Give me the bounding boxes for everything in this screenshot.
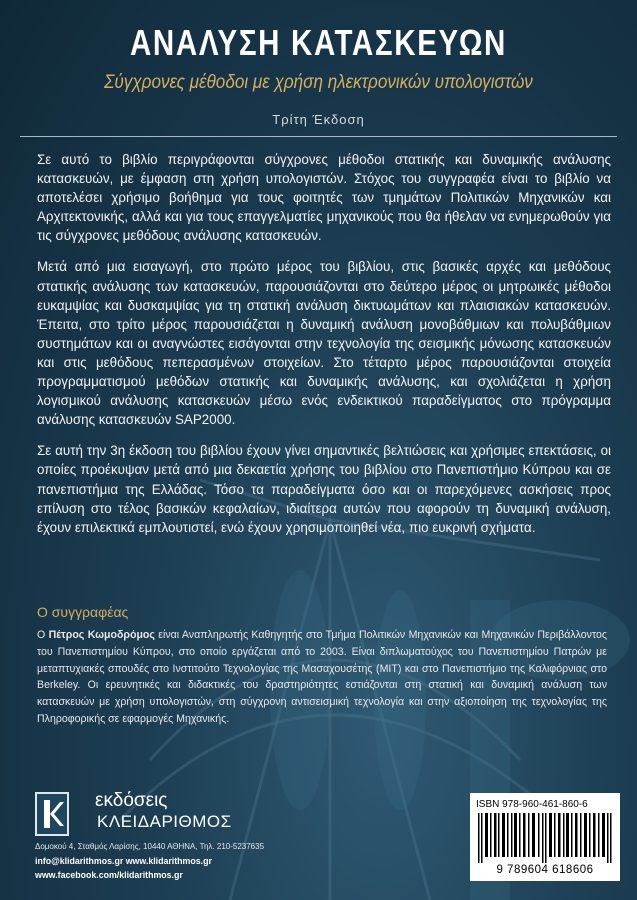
author-bio (37, 627, 607, 728)
publisher-logo-icon (35, 792, 69, 836)
publisher-block (35, 790, 275, 890)
isbn-barcode-block (470, 793, 620, 881)
description-paragraph: Σε αυτή την 3η έκδοση του βιβλίου έχουν γίνει σημαντικές βελτιώσεις και χρήσιμες επεκτάσεις, οι οποίες προέκυψαν μετά από μια δεκαετία χρήσης του βιβλίου στο Πανεπιστήμιο Κύπρου και σε πανεπιστήμια της Ελλάδας. Τόσο τα παραδείγματα όσο και οι παρεχόμενες ασκήσεις προς επίλυση στο τέλος βασικών κεφαλαίων, ιδιαίτερα αυτών που αφορούν τη δυναμική ανάλυση, έχουν επιλεκτικά εμπλουτιστεί, ενώ έχουν χρησιμοποιηθεί νέα, πιο ευκρινή σχήματα. (37, 443, 611, 535)
publisher-name-line2: ΚΛΕΙΔΑΡΙΘΜΟΣ (97, 812, 232, 831)
book-title: ΑΝΑΛΥΣΗ ΚΑΤΑΣΚΕΥΩΝ (129, 22, 508, 63)
description-paragraph: Μετά από μια εισαγωγή, στο πρώτο μέρος του βιβλίου, στις βασικές αρχές και μεθόδους στατικής ανάλυσης των κατασκευών, παρουσιάζονται στο δεύτερο μέρος οι μητρωικές μέθοδοι ευκαμψίας και δυσκαμψίας για τη στατική ανάλυση δικτυωμάτων και πλαισιακών κατασκευών. Έπειτα, στο τρίτο μέρος παρουσιάζεται η δυναμική ανάλυση μονοβάθμιων και πολυβάθμιων συστημάτων και οι αναγνώστες εισάγονται στην τεχνολογία της σεισμικής μόνωσης κατασκευών και στις μεθόδους πεπερασμένων στοιχείων. Στο τέταρτο μέρος παρουσιάζονται στοιχεία προγραμματισμού μεθόδων στατικής και δυναμικής ανάλυσης, και σχολιάζεται η χρήση λογισμικού ανάλυσης κατασκευών μέσω ενός ενδεικτικού παραδείγματος στο πρόγραμμα ανάλυσης κατασκευών SAP2000. (37, 259, 611, 428)
description-paragraph: Σε αυτό το βιβλίο περιγράφονται σύγχρονες μέθοδοι στατικής και δυναμικής ανάλυσης κατασκευών, με έμφαση στη χρήση υπολογιστών. Στόχος του συγγραφέα είναι το βιβλίο να αποτελέσει χρήσιμο βοήθημα για τους φοιτητές των τμημάτων Πολιτικών Μηχανικών και Αρχιτεκτονικής, αλλά και για τους επαγγελματίες μηχανικούς που θα ήθελαν να ενημερωθούν για τις σύγχρονες μεθόδους ανάλυσης κατασκευών. (37, 152, 611, 244)
header-divider (20, 136, 617, 137)
barcode-icon (476, 813, 614, 863)
publisher-name-line1: εκδόσεις (95, 790, 168, 811)
publisher-address: Δομοκού 4, Σταθμός Λαρίσης, 10440 ΑΘΗΝΑ, Τηλ. 210-5237635 (35, 842, 265, 851)
book-subtitle: Σύγχρονες μέθοδοι με χρήση ηλεκτρονικών υπολογιστών (104, 72, 533, 93)
key-logo-icon (37, 794, 67, 834)
edition-label: Τρίτη Έκδοση (272, 112, 365, 127)
isbn-barcode-digits: 9 789604 618606 (496, 864, 594, 876)
publisher-facebook: www.facebook.com/klidarithmos.gr (35, 870, 183, 880)
author-bio-text: είναι Αναπληρωτής Καθηγητής στο Τμήμα Πολιτικών Μηχανικών και Μηχανικών Περιβάλλοντος του Πανεπιστημίου Κύπρου, στο οποίο εργάζεται από το 2003. Είναι διπλωματούχος του Πανεπιστημίου Πατρών με μεταπτυχιακές σπουδές στο Ινστιτούτο Τεχνολογίας της Μασαχουσέτης (MIT) και στο Πανεπιστήμιο της Καλιφόρνιας στο Berkeley. Οι ερευνητικές και διδακτικές του δραστηριότητες εστιάζονται στη στατική και δυναμική ανάλυση των κατασκευών με χρήση υπολογιστών, στη σύγχρονη αντισεισμική τεχνολογία και στην αξιοποίηση της τεχνολογίας της Πληροφορικής σε εφαρμογές Μηχανικής. (37, 629, 608, 725)
author-name: Πέτρος Κωμοδρόμος (48, 629, 155, 641)
isbn-label: ISBN 978-960-461-860-6 (476, 799, 588, 810)
publisher-contact: info@klidarithmos.gr www.klidarithmos.gr (35, 856, 212, 866)
cover-header (0, 0, 637, 138)
author-prefix: Ο (37, 629, 49, 641)
author-heading: Ο συγγραφέας (37, 604, 129, 620)
description-text (37, 150, 611, 549)
